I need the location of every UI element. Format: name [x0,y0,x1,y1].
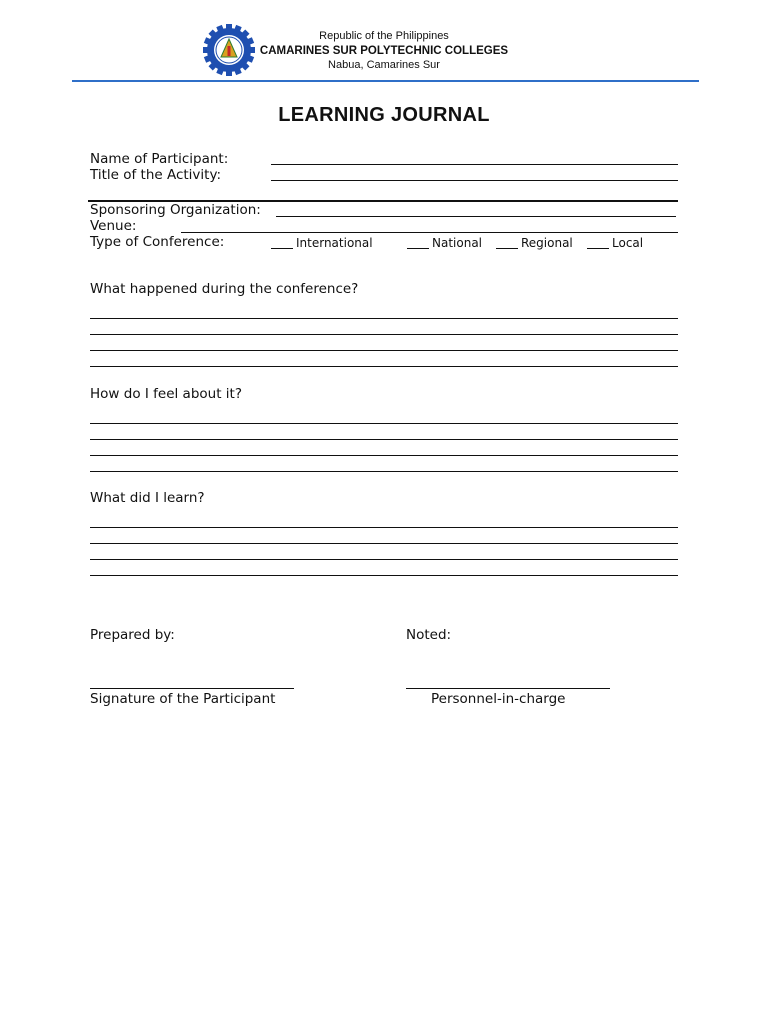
conference-type-label: Type of Conference: [90,234,225,250]
participant-signature-line[interactable] [90,688,294,689]
answer-line[interactable] [90,350,678,351]
local-option: Local [612,236,644,250]
national-option: National [432,236,483,250]
header-divider [72,80,699,82]
personnel-label: Personnel-in-charge [431,691,566,707]
header-institution: CAMARINES SUR POLYTECHNIC COLLEGES [259,45,509,57]
answer-line[interactable] [90,366,678,367]
question-3: What did I learn? [90,490,205,506]
answer-line[interactable] [90,334,678,335]
answer-line[interactable] [90,455,678,456]
personnel-signature-line[interactable] [406,688,610,689]
international-option: International [296,236,373,250]
answer-line[interactable] [90,423,678,424]
question-1: What happened during the conference? [90,281,359,297]
venue-blank[interactable] [181,232,678,233]
participant-name-label: Name of Participant: [90,151,229,167]
question-2: How do I feel about it? [90,386,242,402]
answer-line[interactable] [90,527,678,528]
answer-line[interactable] [90,559,678,560]
regional-checkbox[interactable] [496,248,518,249]
activity-title-blank[interactable] [271,180,678,181]
participant-name-blank[interactable] [271,164,678,165]
participant-signature-label: Signature of the Participant [90,691,276,707]
answer-line[interactable] [90,471,678,472]
local-checkbox[interactable] [587,248,609,249]
answer-line[interactable] [90,543,678,544]
answer-line[interactable] [90,318,678,319]
national-checkbox[interactable] [407,248,429,249]
prepared-by-label: Prepared by: [90,627,175,643]
sponsoring-org-label: Sponsoring Organization: [90,202,261,218]
activity-title-label: Title of the Activity: [90,167,222,183]
header-location: Nabua, Camarines Sur [328,59,440,71]
answer-line[interactable] [90,439,678,440]
noted-label: Noted: [406,627,452,643]
venue-label: Venue: [90,218,137,234]
regional-option: Regional [521,236,573,250]
header-country: Republic of the Philippines [319,30,449,42]
document-title: LEARNING JOURNAL [278,104,490,126]
answer-line[interactable] [90,575,678,576]
sponsoring-org-blank[interactable] [276,216,676,217]
international-checkbox[interactable] [271,248,293,249]
